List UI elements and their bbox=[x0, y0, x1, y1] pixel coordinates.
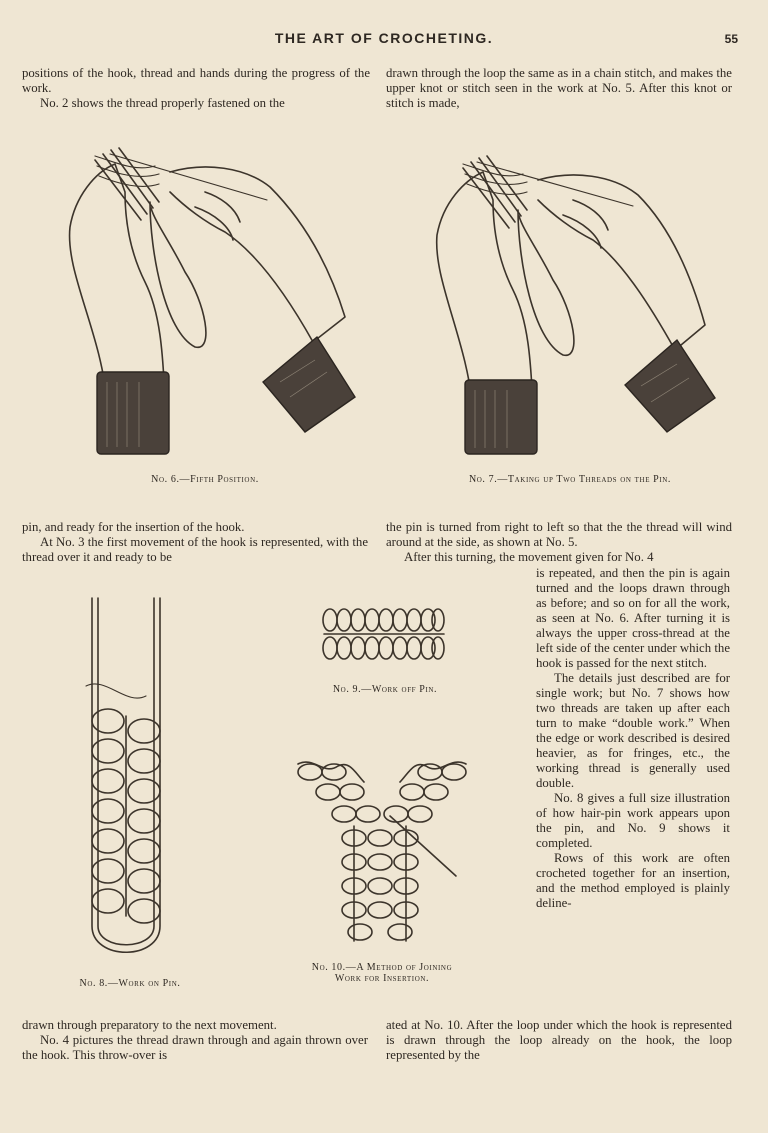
mid-left-line-1: pin, and ready for the insertion of the hook. bbox=[22, 520, 245, 534]
bottom-left-paragraph bbox=[22, 1018, 368, 1063]
figure-no10-caption-line-2: Work for Insertion. bbox=[334, 973, 430, 984]
running-header: THE ART OF CROCHETING. bbox=[274, 30, 494, 46]
narrow-column bbox=[536, 566, 730, 911]
mid-right-paragraph bbox=[386, 520, 732, 565]
top-right-text: drawn through the loop the same as in a chain stitch, and makes the upper knot or stitch seen in the work at No. 5. After this knot or stitch is made, bbox=[386, 66, 732, 110]
bottom-right-text: ated at No. 10. After the loop under which the hook is represented is drawn through the loop already on the hook, the loop represented by the bbox=[386, 1018, 732, 1062]
narrow-column-paragraph-1: is repeated, and then the pin is again turned and the loops drawn through as before; and so on for all the work, as seen at No. 6. After turning it is always the upper cross-thread at the left side of the center under which the hook is passed for the next stitch. bbox=[536, 566, 730, 670]
figure-no8-caption: No. 8.—Work on Pin. bbox=[79, 978, 181, 989]
figure-no10-caption-line-1: No. 10.—A Method of Joining bbox=[311, 962, 453, 973]
top-left-paragraph bbox=[22, 66, 370, 111]
top-right-paragraph bbox=[386, 66, 732, 111]
mid-left-line-2: At No. 3 the first movement of the hook is represented, with the thread over it and ready to be bbox=[22, 535, 368, 564]
mid-right-line-2: After this turning, the movement given for No. 4 bbox=[404, 550, 654, 564]
bottom-left-line-1: drawn through preparatory to the next movement. bbox=[22, 1018, 277, 1032]
figure-no8-work-on-pin bbox=[76, 596, 176, 964]
top-left-line-2: No. 2 shows the thread properly fastened on the bbox=[40, 96, 285, 110]
figure-no7-hands-illustration bbox=[425, 140, 725, 460]
figure-no10-joining-work bbox=[294, 756, 470, 946]
mid-left-paragraph bbox=[22, 520, 368, 565]
page-number: 55 bbox=[724, 32, 738, 46]
top-left-line-1: positions of the hook, thread and hands during the progress of the work. bbox=[22, 66, 370, 95]
narrow-column-paragraph-4: Rows of this work are often crocheted together for an insertion, and the method employed is plainly deline- bbox=[536, 851, 730, 910]
figure-no10-caption bbox=[290, 962, 474, 984]
figure-no7-caption: No. 7.—Taking up Two Threads on the Pin. bbox=[468, 474, 672, 485]
figure-no9-work-off-pin bbox=[322, 606, 446, 664]
bottom-left-line-2: No. 4 pictures the thread drawn through and again thrown over the hook. This throw-over is bbox=[22, 1033, 368, 1062]
narrow-column-paragraph-2: The details just described are for single work; but No. 7 shows how two threads are taken up after each turn to make “double work.” When the edge or work described is desired heavier, as for fringes, etc., the working thread is generally used double. bbox=[536, 671, 730, 790]
mid-right-line-1: the pin is turned from right to left so that the the thread will wind around at the side, as shown at No. 5. bbox=[386, 520, 732, 549]
figure-no6-caption: No. 6.—Fifth Position. bbox=[151, 474, 259, 485]
figure-no6-hands-illustration bbox=[55, 132, 365, 462]
bottom-right-paragraph bbox=[386, 1018, 732, 1063]
narrow-column-paragraph-3: No. 8 gives a full size illustration of how hair-pin work appears upon the pin, and No. 9 shows it completed. bbox=[536, 791, 730, 850]
figure-no9-caption: No. 9.—Work off Pin. bbox=[332, 684, 438, 695]
